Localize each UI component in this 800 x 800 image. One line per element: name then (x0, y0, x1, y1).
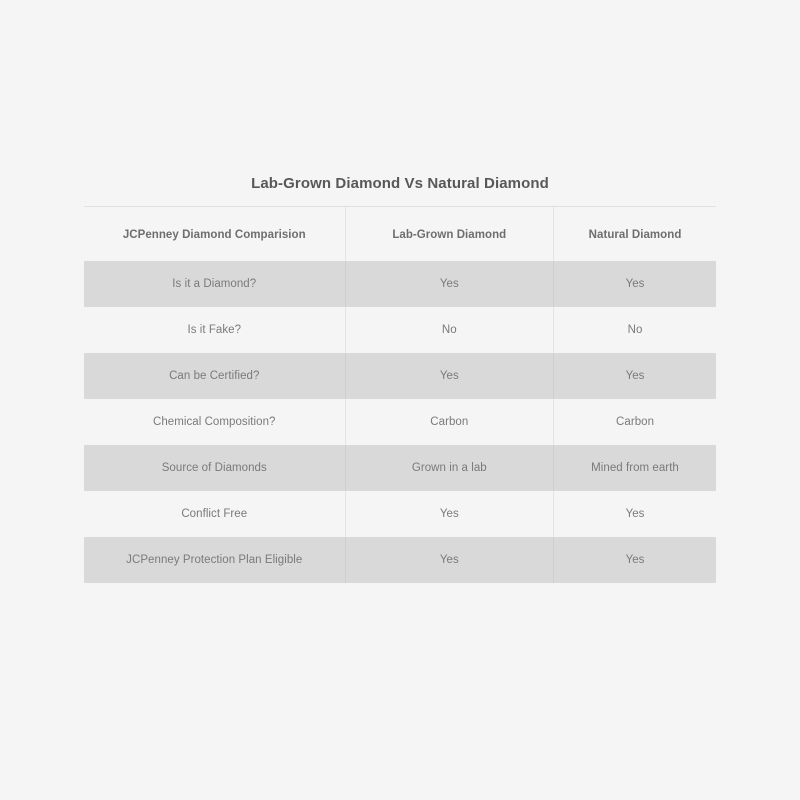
table-row (84, 307, 716, 353)
row-value-natural: Yes (554, 537, 716, 583)
table-row (84, 261, 716, 307)
row-value-lab-grown: Yes (345, 261, 554, 307)
row-value-lab-grown: Yes (345, 537, 554, 583)
row-value-natural: Carbon (554, 399, 716, 445)
table-row (84, 353, 716, 399)
comparison-table-container (84, 175, 716, 583)
row-value-lab-grown: Carbon (345, 399, 554, 445)
row-value-natural: Yes (554, 353, 716, 399)
row-value-lab-grown: Grown in a lab (345, 445, 554, 491)
row-label: Conflict Free (181, 508, 248, 520)
table-row (84, 445, 716, 491)
row-label: Is it a Diamond? (84, 261, 345, 307)
table-body (84, 261, 716, 583)
row-value-lab-grown: Yes (345, 491, 554, 537)
column-header-feature: JCPenney Diamond Comparision (122, 229, 306, 241)
table-header (84, 207, 716, 261)
row-value-natural: Yes (554, 491, 716, 537)
row-label: Can be Certified? (84, 353, 345, 399)
row-value-lab-grown: No (345, 307, 554, 353)
row-label: Source of Diamonds (84, 445, 345, 491)
row-value-natural: Yes (554, 261, 716, 307)
column-header-natural: Natural Diamond (554, 207, 716, 261)
row-label: Chemical Composition? (153, 416, 276, 428)
row-label: Is it Fake? (187, 324, 242, 336)
table-row (84, 399, 716, 445)
row-label: JCPenney Protection Plan Eligible (84, 537, 345, 583)
table-header-row (84, 207, 716, 261)
row-value-natural: Mined from earth (554, 445, 716, 491)
page-title: Lab-Grown Diamond Vs Natural Diamond (84, 175, 716, 207)
table-row (84, 537, 716, 583)
table-row (84, 491, 716, 537)
column-header-lab-grown: Lab-Grown Diamond (345, 207, 554, 261)
comparison-table (84, 207, 716, 583)
row-value-lab-grown: Yes (345, 353, 554, 399)
row-value-natural: No (554, 307, 716, 353)
